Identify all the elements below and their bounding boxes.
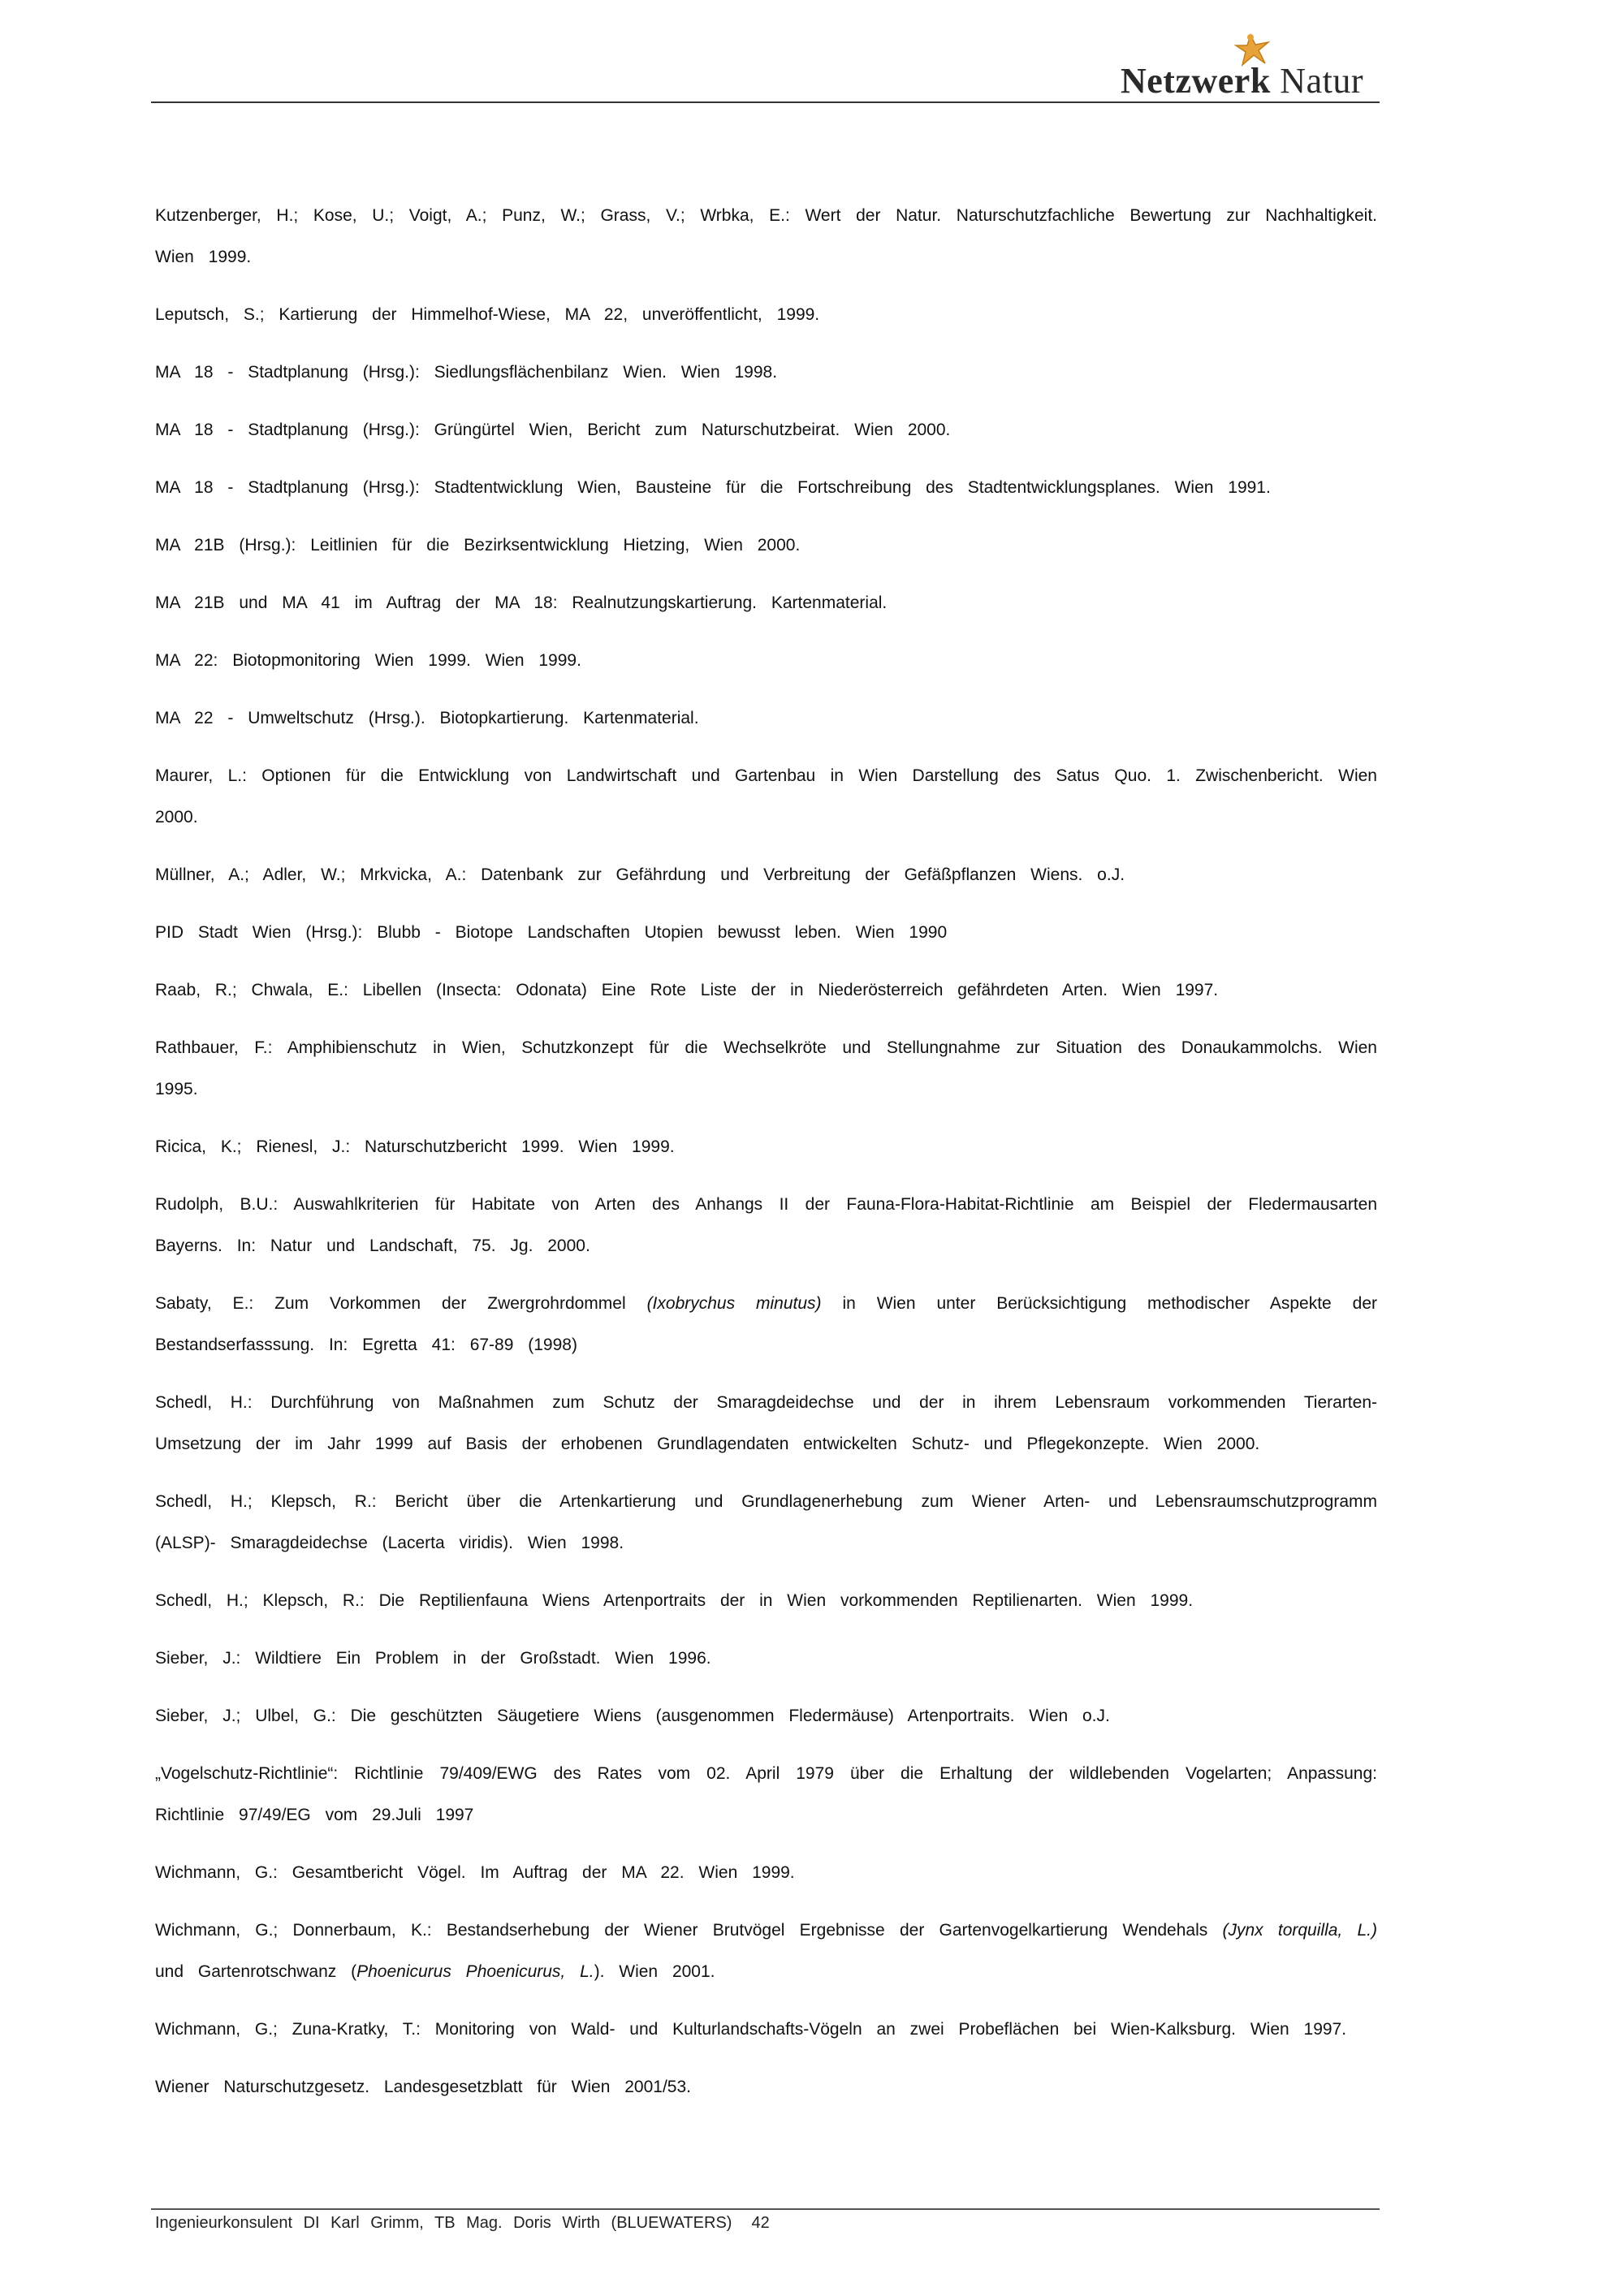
reference-entry xyxy=(155,640,1377,681)
reference-entry xyxy=(155,2066,1377,2108)
reference-entry xyxy=(155,1852,1377,1893)
reference-entry xyxy=(155,1910,1377,1992)
reference-entry xyxy=(155,524,1377,566)
reference-text: Kutzenberger, H.; Kose, U.; Voigt, A.; Punz, W.; Grass, V.; Wrbka, E.: Wert der Natur. Naturschutzfachliche Bewertung zur Nachhaltigkeit. Wien 1999. xyxy=(155,206,1377,266)
reference-text: Sieber, J.: Wildtiere Ein Problem in der Großstadt. Wien 1996. xyxy=(155,1649,711,1668)
page-footer xyxy=(155,2214,770,2233)
reference-entry xyxy=(155,969,1377,1011)
reference-entry xyxy=(155,1382,1377,1465)
reference-italic-text: (Jynx torquilla, L.) xyxy=(1222,1921,1377,1940)
reference-entry xyxy=(155,1184,1377,1267)
reference-entry xyxy=(155,697,1377,739)
reference-text: und Gartenrotschwanz ( xyxy=(155,1962,357,1981)
reference-entry xyxy=(155,1027,1377,1110)
reference-entry xyxy=(155,1580,1377,1621)
logo-text xyxy=(1121,60,1363,101)
reference-entry xyxy=(155,912,1377,953)
reference-text: MA 18 - Stadtplanung (Hrsg.): Siedlungsflächenbilanz Wien. Wien 1998. xyxy=(155,363,778,382)
reference-entry xyxy=(155,582,1377,624)
reference-list xyxy=(155,195,1377,2108)
reference-text: Müllner, A.; Adler, W.; Mrkvicka, A.: Datenbank zur Gefährdung und Verbreitung der Gefäßpflanzen Wiens. o.J. xyxy=(155,865,1125,884)
reference-text: ). Wien 2001. xyxy=(594,1962,715,1981)
reference-entry xyxy=(155,352,1377,393)
footer-author-text: Ingenieurkonsulent DI Karl Grimm, TB Mag. Doris Wirth (BLUEWATERS) xyxy=(155,2214,732,2232)
reference-entry xyxy=(155,1283,1377,1366)
reference-text: Wichmann, G.; Zuna-Kratky, T.: Monitoring von Wald- und Kulturlandschafts-Vögeln an zwei Probeflächen bei Wien-Kalksburg. Wien 1997. xyxy=(155,2020,1347,2039)
reference-entry xyxy=(155,195,1377,278)
header-rule xyxy=(151,101,1380,103)
reference-text: MA 22: Biotopmonitoring Wien 1999. Wien 1999. xyxy=(155,651,581,670)
reference-entry xyxy=(155,1753,1377,1836)
logo-word-natur: Natur xyxy=(1280,61,1363,101)
reference-entry xyxy=(155,409,1377,451)
reference-text: Wiener Naturschutzgesetz. Landesgesetzblatt für Wien 2001/53. xyxy=(155,2078,691,2096)
reference-text: PID Stadt Wien (Hrsg.): Blubb - Biotope Landschaften Utopien bewusst leben. Wien 1990 xyxy=(155,923,948,942)
reference-entry xyxy=(155,854,1377,896)
reference-entry xyxy=(155,1126,1377,1167)
reference-entry xyxy=(155,294,1377,335)
reference-entry xyxy=(155,2009,1377,2050)
reference-text: in Wien unter Berücksichtigung methodischer Aspekte der Bestandserfasssung. In: Egretta 41: 67-89 (1998) xyxy=(155,1294,1377,1354)
reference-entry xyxy=(155,1481,1377,1564)
netzwerk-natur-logo xyxy=(1121,32,1380,101)
reference-text: Rudolph, B.U.: Auswahlkriterien für Habitate von Arten des Anhangs II der Fauna-Flora-Habitat-Richtlinie am Beispiel der Fledermausarten Bayerns. In: Natur und Landschaft, 75. Jg. 2000. xyxy=(155,1195,1377,1255)
reference-text: Ricica, K.; Rienesl, J.: Naturschutzbericht 1999. Wien 1999. xyxy=(155,1137,675,1156)
reference-text: Schedl, H.; Klepsch, R.: Bericht über die Artenkartierung und Grundlagenerhebung zum Wiener Arten- und Lebensraumschutzprogramm (ALSP)- Smaragdeidechse (Lacerta viridis). Wien 1998. xyxy=(155,1492,1377,1552)
page-number: 42 xyxy=(751,2214,770,2232)
reference-entry xyxy=(155,467,1377,508)
reference-italic-text: Phoenicurus Phoenicurus, L. xyxy=(356,1962,594,1981)
reference-text: Schedl, H.: Durchführung von Maßnahmen zum Schutz der Smaragdeidechse und der in ihrem Lebensraum vorkommenden Tierarten-Umsetzung der im Jahr 1999 auf Basis der erhobenen Grundlagendaten entwickelten Schutz- und Pflegekonzepte. Wien 2000. xyxy=(155,1393,1377,1453)
reference-italic-text: (Ixobrychus minutus) xyxy=(646,1294,822,1313)
reference-text: Leputsch, S.; Kartierung der Himmelhof-Wiese, MA 22, unveröffentlicht, 1999. xyxy=(155,305,820,324)
reference-text: MA 21B (Hrsg.): Leitlinien für die Bezirksentwicklung Hietzing, Wien 2000. xyxy=(155,536,801,555)
reference-text: Wichmann, G.: Gesamtbericht Vögel. Im Auftrag der MA 22. Wien 1999. xyxy=(155,1863,795,1882)
reference-text: MA 22 - Umweltschutz (Hrsg.). Biotopkartierung. Kartenmaterial. xyxy=(155,709,699,727)
reference-text: Raab, R.; Chwala, E.: Libellen (Insecta: Odonata) Eine Rote Liste der in Niederösterreich gefährdeten Arten. Wien 1997. xyxy=(155,981,1219,999)
reference-entry xyxy=(155,1638,1377,1679)
footer-rule xyxy=(151,2208,1380,2210)
reference-text: Sieber, J.; Ulbel, G.: Die geschützten Säugetiere Wiens (ausgenommen Fledermäuse) Artenportraits. Wien o.J. xyxy=(155,1707,1110,1725)
reference-text: Sabaty, E.: Zum Vorkommen der Zwergrohrdommel xyxy=(155,1294,647,1313)
reference-entry xyxy=(155,755,1377,838)
logo-word-netzwerk: Netzwerk xyxy=(1121,61,1271,101)
reference-text: „Vogelschutz-Richtlinie“: Richtlinie 79/409/EWG des Rates vom 02. April 1979 über die Erhaltung der wildlebenden Vogelarten; Anpassung: Richtlinie 97/49/EG vom 29.Juli 1997 xyxy=(155,1764,1377,1824)
reference-text: MA 18 - Stadtplanung (Hrsg.): Stadtentwicklung Wien, Bausteine für die Fortschreibung des Stadtentwicklungsplanes. Wien 1991. xyxy=(155,478,1271,497)
reference-entry xyxy=(155,1695,1377,1737)
reference-text: MA 21B und MA 41 im Auftrag der MA 18: Realnutzungskartierung. Kartenmaterial. xyxy=(155,593,888,612)
reference-text: Maurer, L.: Optionen für die Entwicklung von Landwirtschaft und Gartenbau in Wien Darstellung des Satus Quo. 1. Zwischenbericht. Wien 2000. xyxy=(155,766,1377,826)
reference-text: MA 18 - Stadtplanung (Hrsg.): Grüngürtel Wien, Bericht zum Naturschutzbeirat. Wien 2000. xyxy=(155,421,951,439)
reference-text: Rathbauer, F.: Amphibienschutz in Wien, Schutzkonzept für die Wechselkröte und Stellungnahme zur Situation des Donaukammolchs. Wien 1995. xyxy=(155,1038,1377,1098)
reference-text: Schedl, H.; Klepsch, R.: Die Reptilienfauna Wiens Artenportraits der in Wien vorkommenden Reptilienarten. Wien 1999. xyxy=(155,1591,1194,1610)
reference-text: Wichmann, G.; Donnerbaum, K.: Bestandserhebung der Wiener Brutvögel Ergebnisse der Gartenvogelkartierung Wendehals xyxy=(155,1921,1223,1940)
